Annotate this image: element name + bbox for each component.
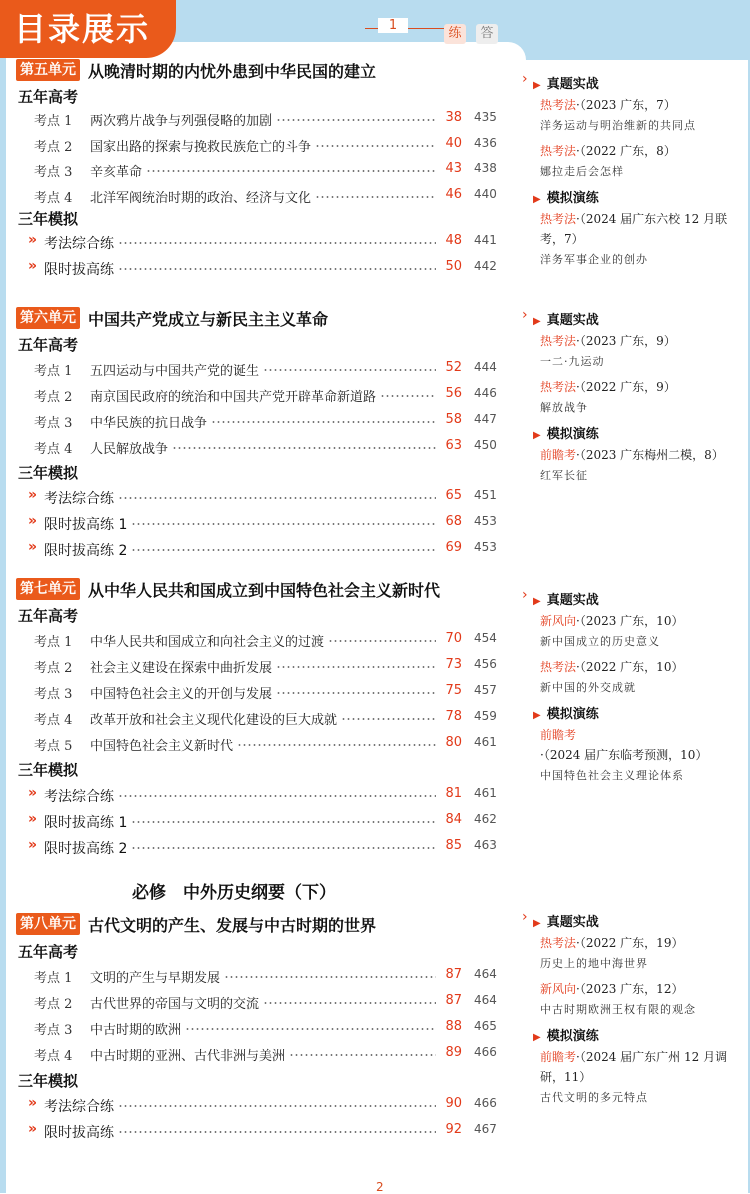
answer-page: 459 [474, 709, 497, 723]
toc-entry[interactable] [34, 1045, 497, 1065]
answer-page: 454 [474, 631, 497, 645]
entry-number: 考点 3 [34, 687, 73, 702]
toc-entry[interactable] [34, 438, 497, 458]
section-heading-three-years: 三年模拟 [18, 464, 79, 482]
dot-leader [276, 119, 436, 121]
unit-tag: 第八单元 [16, 913, 80, 935]
dot-leader [131, 523, 436, 525]
toc-entry[interactable] [16, 487, 497, 508]
entry-title: 考法综合练 [44, 236, 114, 252]
section-heading-three-years: 三年模拟 [18, 210, 79, 228]
answer-page: 438 [474, 161, 497, 176]
toc-entry[interactable] [16, 811, 497, 832]
unit-header [16, 306, 328, 330]
toc-entry[interactable] [16, 1095, 497, 1116]
entry-number: 考点 5 [34, 739, 73, 754]
toc-entry[interactable] [34, 993, 497, 1013]
chevron-right-icon: › [522, 307, 528, 323]
chevron-right-icon: » [28, 1095, 38, 1111]
contents-banner: 目录展示 [0, 0, 176, 58]
entry-number: 考点 4 [34, 442, 73, 457]
practice-page: 87 [445, 993, 462, 1008]
section-heading-three-years: 三年模拟 [18, 761, 79, 779]
chevron-right-icon: » [28, 539, 38, 555]
source-text: ·（2022 广东，19） [576, 936, 684, 950]
entry-title: 国家出路的探索与挽救民族危亡的斗争 [90, 139, 312, 155]
entry-number: 考点 1 [34, 635, 73, 650]
answer-page: 441 [474, 233, 497, 247]
sidebar-heading [533, 1025, 599, 1044]
toc-entry[interactable] [34, 709, 497, 729]
sidebar-source [540, 1047, 740, 1087]
source-text: ·（2024 届广东六校 12 月联考，7） [540, 212, 728, 246]
practice-page: 50 [445, 259, 462, 274]
practice-page: 48 [445, 233, 462, 248]
play-icon: ▶ [533, 430, 541, 441]
sidebar-topic: 历史上的地中海世界 [540, 957, 648, 970]
sidebar-topic: 洋务运动与明治维新的共同点 [540, 119, 696, 132]
toc-entry[interactable] [34, 360, 497, 380]
chevron-right-icon: » [28, 785, 38, 801]
practice-page: 46 [445, 187, 462, 203]
sidebar-heading [533, 703, 599, 722]
unit-title: 从中华人民共和国成立到中国特色社会主义新时代 [88, 580, 441, 600]
sidebar-heading-text: 真题实战 [546, 77, 599, 92]
dot-leader [276, 692, 436, 694]
page-number: 1 [378, 18, 408, 33]
dot-leader [118, 795, 436, 797]
source-text: ·（2022 广东，9） [576, 380, 676, 394]
source-tag: 热考法 [540, 144, 577, 158]
unit-header [16, 58, 376, 82]
practice-page: 68 [445, 514, 462, 529]
entry-number: 考点 3 [34, 165, 73, 181]
entry-number: 考点 4 [34, 1049, 73, 1064]
practice-page: 75 [445, 683, 462, 698]
entry-title: 中国特色社会主义的开创与发展 [90, 687, 273, 702]
answer-page: 453 [474, 514, 497, 528]
entry-title: 五四运动与中国共产党的诞生 [90, 364, 260, 379]
source-text: ·（2022 广东，10） [576, 660, 684, 674]
entry-title: 中国特色社会主义新时代 [90, 739, 234, 754]
source-tag: 热考法 [540, 936, 577, 950]
source-text: ·（2023 广东，10） [576, 614, 684, 628]
entry-title: 考法综合练 [44, 789, 114, 805]
dot-leader [118, 268, 436, 270]
play-icon: ▶ [533, 710, 541, 721]
sidebar-source [540, 209, 740, 249]
dot-leader [263, 369, 436, 371]
entry-title: 限时拔高练 2 [44, 841, 128, 857]
sidebar-heading [533, 309, 599, 328]
toc-entry[interactable] [16, 513, 497, 534]
entry-title: 北洋军阀统治时期的政治、经济与文化 [90, 191, 312, 207]
entry-number: 考点 2 [34, 139, 73, 155]
source-text: ·（2023 广东梅州二模，8） [576, 448, 724, 462]
source-tag: 新风向 [540, 614, 577, 628]
sidebar-topic: 一二·九运动 [540, 355, 605, 368]
answer-page: 467 [474, 1122, 497, 1136]
chevron-right-icon: » [28, 811, 38, 827]
sidebar-heading-text: 模拟演练 [546, 707, 599, 722]
entry-title: 中华人民共和国成立和向社会主义的过渡 [90, 635, 325, 650]
answer-page: 440 [474, 187, 497, 202]
practice-page: 87 [445, 967, 462, 982]
sidebar-heading-text: 真题实战 [546, 313, 599, 328]
sidebar-source [540, 979, 740, 999]
entry-number: 考点 4 [34, 713, 73, 728]
source-text: ·（2024 届广东广州 12 月调研，11） [540, 1050, 728, 1084]
sidebar-source [540, 377, 740, 397]
practice-page: 81 [445, 786, 462, 801]
practice-page: 56 [445, 386, 462, 401]
answer-page: 447 [474, 412, 497, 426]
toc-entry[interactable] [34, 110, 497, 130]
unit-header [16, 912, 376, 936]
toc-entry[interactable] [34, 386, 497, 406]
toc-entry[interactable] [34, 412, 497, 432]
dot-leader [118, 1131, 436, 1133]
toc-entry[interactable] [34, 135, 497, 156]
dot-leader [118, 1105, 436, 1107]
entry-title: 限时拔高练 1 [44, 815, 128, 831]
answer-page: 451 [474, 488, 497, 502]
source-text: ·（2023 广东，12） [576, 982, 684, 996]
toc-entry[interactable] [16, 837, 497, 858]
practice-page: 69 [445, 540, 462, 555]
answer-page: 463 [474, 838, 497, 852]
answer-page: 446 [474, 386, 497, 400]
entry-title: 限时拔高练 [44, 1125, 114, 1141]
entry-number: 考点 2 [34, 390, 73, 405]
entry-number: 考点 3 [34, 1023, 73, 1038]
answer-page: 456 [474, 657, 497, 671]
sidebar-source [540, 95, 740, 115]
entry-title: 限时拔高练 [44, 262, 114, 278]
toc-entry[interactable] [34, 161, 497, 181]
dot-leader [341, 718, 436, 720]
entry-title: 中古时期的亚洲、古代非洲与美洲 [90, 1049, 286, 1064]
section-heading-five-years: 五年高考 [18, 943, 79, 961]
dot-leader [172, 447, 436, 449]
dot-leader [118, 497, 436, 499]
sidebar-topic: 娜拉走后会怎样 [540, 165, 624, 178]
entry-title: 考法综合练 [44, 1099, 114, 1115]
entry-title: 中华民族的抗日战争 [90, 416, 208, 431]
source-tag: 热考法 [540, 212, 577, 226]
source-tag: 前瞻考 [540, 1050, 577, 1064]
entry-title: 文明的产生与早期发展 [90, 971, 221, 986]
dot-leader [131, 847, 436, 849]
dot-leader [237, 744, 436, 746]
answer-page: 435 [474, 110, 497, 124]
dot-leader [224, 976, 436, 978]
sidebar-heading [533, 187, 599, 206]
sidebar-topic: 洋务军事企业的创办 [540, 253, 648, 266]
unit-title: 中国共产党成立与新民主主义革命 [88, 309, 329, 329]
source-tag: 前瞻考 [540, 728, 577, 742]
answer-page: 466 [474, 1045, 497, 1059]
sidebar-topic: 中国特色社会主义理论体系 [540, 769, 684, 782]
answer-page: 450 [474, 438, 497, 452]
sidebar-source [540, 445, 740, 465]
chevron-right-icon: » [28, 487, 38, 503]
sidebar-topic: 红军长征 [540, 469, 588, 482]
unit-tag: 第五单元 [16, 59, 80, 81]
dot-leader [328, 640, 436, 642]
toc-entry[interactable] [16, 258, 497, 279]
play-icon: ▶ [533, 194, 541, 205]
dot-leader [276, 666, 436, 668]
answer-page: 444 [474, 360, 497, 374]
entry-title: 人民解放战争 [90, 442, 169, 457]
practice-page: 90 [445, 1096, 462, 1111]
toc-entry[interactable] [16, 539, 497, 560]
practice-page: 78 [445, 709, 462, 724]
practice-page: 84 [445, 812, 462, 827]
practice-page: 80 [445, 735, 462, 750]
source-text: ·（2023 广东，9） [576, 334, 676, 348]
dot-leader [211, 421, 436, 423]
sidebar-heading-text: 模拟演练 [546, 191, 599, 206]
unit-title: 从晚清时期的内忧外患到中华民国的建立 [88, 61, 377, 81]
entry-title: 中古时期的欧洲 [90, 1023, 182, 1038]
sidebar-topic: 中古时期欧洲王权有限的观念 [540, 1003, 696, 1016]
answer-page: 462 [474, 812, 497, 826]
dot-leader [118, 242, 436, 244]
source-text: ·（2024 届广东临考预测，10） [540, 748, 708, 762]
entry-title: 两次鸦片战争与列强侵略的加剧 [90, 114, 273, 129]
answer-page: 461 [474, 786, 497, 800]
entry-title: 南京国民政府的统治和中国共产党开辟革命新道路 [90, 390, 377, 405]
entry-number: 考点 1 [34, 971, 73, 986]
answer-page: 464 [474, 967, 497, 981]
sidebar-heading-text: 真题实战 [546, 915, 599, 930]
practice-page: 89 [445, 1045, 462, 1060]
practice-page: 70 [445, 631, 462, 646]
answer-page: 457 [474, 683, 497, 697]
play-icon: ▶ [533, 316, 541, 327]
dot-leader [185, 1028, 436, 1030]
entry-title: 改革开放和社会主义现代化建设的巨大成就 [90, 713, 338, 728]
chevron-right-icon: » [28, 232, 38, 248]
dot-leader [146, 170, 436, 172]
sidebar-heading-text: 模拟演练 [546, 427, 599, 442]
chevron-right-icon: › [522, 909, 528, 925]
tab-answer[interactable]: 答 [476, 24, 498, 44]
sidebar-topic: 古代文明的多元特点 [540, 1091, 648, 1104]
sidebar-source [540, 331, 740, 351]
answer-page: 465 [474, 1019, 497, 1033]
toc-entry[interactable] [34, 657, 497, 677]
answer-page: 461 [474, 735, 497, 749]
dot-leader [380, 395, 436, 397]
play-icon: ▶ [533, 918, 541, 929]
chevron-right-icon: › [522, 587, 528, 603]
source-tag: 热考法 [540, 380, 577, 394]
section-heading-five-years: 五年高考 [18, 88, 79, 106]
entry-number: 考点 2 [34, 997, 73, 1012]
answer-page: 442 [474, 259, 497, 273]
dot-leader [131, 549, 436, 551]
sidebar-topic: 新中国成立的历史意义 [540, 635, 660, 648]
toc-entry[interactable] [16, 785, 497, 806]
play-icon: ▶ [533, 80, 541, 91]
unit-header [16, 577, 440, 601]
practice-page: 63 [445, 438, 462, 453]
entry-number: 考点 4 [34, 191, 73, 207]
source-tag: 前瞻考 [540, 448, 577, 462]
answer-page: 464 [474, 993, 497, 1007]
practice-page: 73 [445, 657, 462, 672]
entry-title: 限时拔高练 2 [44, 543, 128, 559]
sidebar-heading [533, 589, 599, 608]
sidebar-topic: 新中国的外交成就 [540, 681, 636, 694]
practice-page: 85 [445, 838, 462, 853]
tab-practice[interactable]: 练 [444, 24, 466, 44]
entry-number: 考点 1 [34, 364, 73, 379]
sidebar-heading [533, 423, 599, 442]
practice-page: 43 [445, 161, 462, 177]
source-text: ·（2022 广东，8） [576, 144, 676, 158]
chevron-right-icon: » [28, 258, 38, 274]
chevron-right-icon: › [522, 71, 528, 87]
entry-title: 古代世界的帝国与文明的交流 [90, 997, 260, 1012]
sidebar-source [540, 657, 740, 677]
sidebar-source [540, 725, 740, 765]
sidebar-topic: 解放战争 [540, 401, 588, 414]
entry-title: 社会主义建设在探索中曲折发展 [90, 661, 273, 676]
unit-tag: 第六单元 [16, 307, 80, 329]
play-icon: ▶ [533, 1032, 541, 1043]
entry-number: 考点 1 [34, 114, 73, 129]
sidebar-heading-text: 模拟演练 [546, 1029, 599, 1044]
toc-entry[interactable] [34, 187, 497, 207]
entry-title: 辛亥革命 [90, 165, 143, 181]
entry-title: 考法综合练 [44, 491, 114, 507]
source-text: ·（2023 广东，7） [576, 98, 676, 112]
practice-page: 88 [445, 1019, 462, 1034]
practice-page: 58 [445, 412, 462, 427]
sidebar-source [540, 611, 740, 631]
unit-tag: 第七单元 [16, 578, 80, 600]
answer-page: 466 [474, 1096, 497, 1110]
chevron-right-icon: » [28, 513, 38, 529]
dot-leader [263, 1002, 436, 1004]
source-tag: 热考法 [540, 98, 577, 112]
bottom-page-number: 2 [376, 1180, 384, 1194]
toc-entry[interactable] [34, 1019, 497, 1039]
chevron-right-icon: » [28, 837, 38, 853]
play-icon: ▶ [533, 596, 541, 607]
dot-leader [315, 196, 436, 198]
sidebar-source [540, 933, 740, 953]
section-heading-five-years: 五年高考 [18, 336, 79, 354]
practice-page: 52 [445, 360, 462, 375]
dot-leader [289, 1054, 436, 1056]
unit-title: 古代文明的产生、发展与中古时期的世界 [88, 915, 377, 935]
dot-leader [315, 145, 436, 147]
toc-entry[interactable] [34, 967, 497, 987]
practice-page: 40 [445, 135, 462, 151]
compulsory-section-heading: 必修 中外历史纲要（下） [132, 883, 336, 903]
practice-page: 92 [445, 1122, 462, 1137]
practice-page: 38 [445, 110, 462, 125]
sidebar-heading [533, 73, 599, 92]
entry-number: 考点 2 [34, 661, 73, 676]
source-tag: 热考法 [540, 334, 577, 348]
sidebar-heading-text: 真题实战 [546, 593, 599, 608]
toc-entry[interactable] [34, 735, 497, 755]
entry-number: 考点 3 [34, 416, 73, 431]
toc-entry[interactable] [34, 683, 497, 703]
toc-entry[interactable] [34, 631, 497, 651]
section-heading-three-years: 三年模拟 [18, 1072, 79, 1090]
sidebar-source [540, 141, 740, 161]
section-heading-five-years: 五年高考 [18, 607, 79, 625]
toc-entry[interactable] [16, 1121, 497, 1142]
source-tag: 热考法 [540, 660, 577, 674]
source-tag: 新风向 [540, 982, 577, 996]
dot-leader [131, 821, 436, 823]
answer-page: 436 [474, 135, 497, 150]
practice-page: 65 [445, 488, 462, 503]
answer-page: 453 [474, 540, 497, 554]
chevron-right-icon: » [28, 1121, 38, 1137]
toc-entry[interactable] [16, 232, 497, 253]
entry-title: 限时拔高练 1 [44, 517, 128, 533]
sidebar-heading [533, 911, 599, 930]
